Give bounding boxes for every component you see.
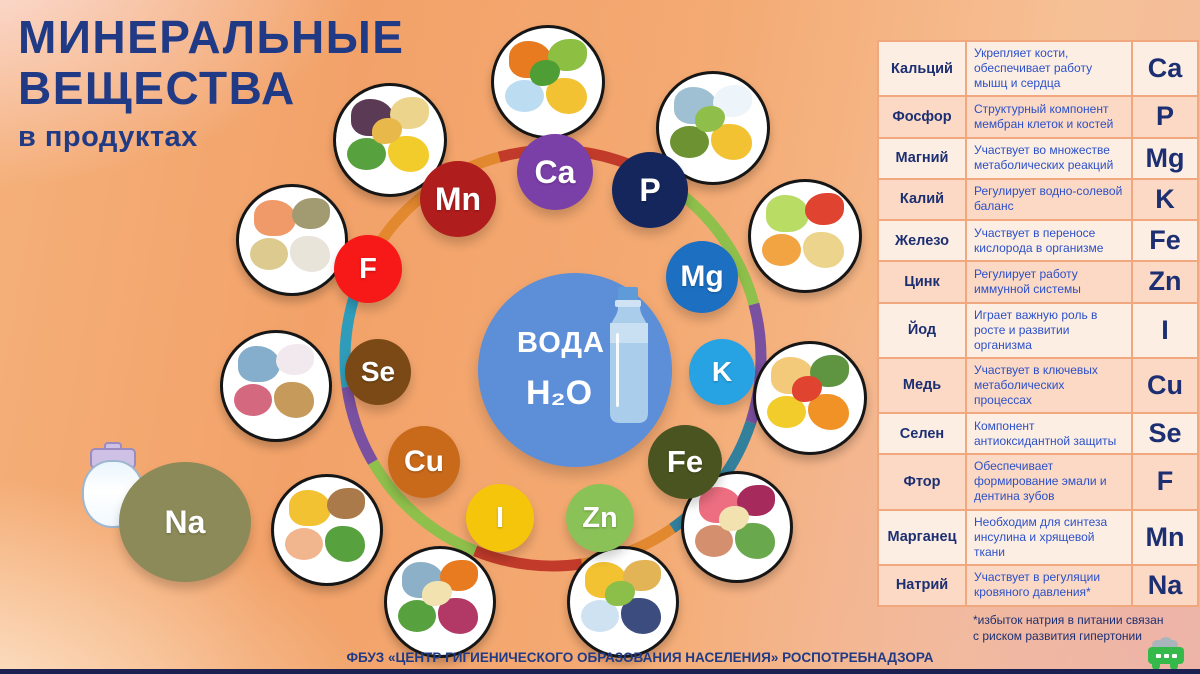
table-row: [879, 139, 1197, 180]
element-circle-f: F: [334, 235, 402, 303]
mineral-description-cell: Играет важную роль в росте и развитии организма: [967, 304, 1133, 357]
food-illustration: [289, 490, 331, 526]
mineral-name-cell: Йод: [879, 304, 967, 357]
mineral-name-cell: Селен: [879, 414, 967, 453]
food-illustration: [274, 382, 314, 418]
mineral-name-cell: Марганец: [879, 511, 967, 564]
sodium-footnote: [973, 612, 1163, 644]
food-illustration: [762, 234, 801, 266]
table-row: [879, 97, 1197, 138]
mineral-name-cell: Калий: [879, 180, 967, 219]
element-circle-i: I: [466, 484, 534, 552]
water-bottle-icon: [602, 287, 656, 427]
mineral-symbol-cell: Mg: [1145, 142, 1185, 173]
mineral-symbol-cell: Mn: [1145, 521, 1185, 552]
element-circle-na: Na: [119, 462, 251, 582]
mineral-name-cell: Магний: [879, 139, 967, 178]
mineral-name-cell: Цинк: [879, 262, 967, 301]
food-plate-ca: [491, 25, 605, 139]
mineral-symbol-cell: Se: [1148, 418, 1182, 449]
table-row: [879, 359, 1197, 414]
food-plate-cu: [271, 474, 383, 586]
food-illustration: [234, 384, 272, 416]
table-row: [879, 566, 1197, 605]
mineral-description-cell: Укрепляет кости, обеспечивает работу мышц и сердца: [967, 42, 1133, 95]
title-line-1: МИНЕРАЛЬНЫЕ: [18, 11, 405, 63]
water-label: ВОДА: [517, 327, 605, 359]
mineral-description-cell: Регулирует работу иммунной системы: [967, 262, 1133, 301]
element-circle-mn: Mn: [420, 161, 496, 237]
element-circle-se: Se: [345, 339, 411, 405]
mineral-description-cell: Участвует во множестве метаболических реакций: [967, 139, 1133, 178]
mineral-description-cell: Регулирует водно-солевой баланс: [967, 180, 1133, 219]
food-illustration: [238, 346, 280, 382]
footnote-line-1: *избыток натрия в питании связан: [973, 613, 1164, 627]
table-row: [879, 180, 1197, 221]
mineral-description-cell: Необходим для синтеза инсулина и хрящевой ткани: [967, 511, 1133, 564]
mineral-symbol-cell: Cu: [1147, 369, 1183, 400]
food-illustration: [290, 236, 330, 272]
mineral-description-cell: Участвует в регуляции кровяного давления*: [967, 566, 1133, 605]
food-plate-f: [236, 184, 348, 296]
food-illustration: [276, 344, 314, 376]
food-illustration: [292, 198, 330, 230]
water-formula: H₂O: [525, 374, 593, 412]
element-circle-p: P: [612, 152, 688, 228]
table-row: [879, 304, 1197, 359]
page-title: [18, 12, 404, 154]
element-circle-mg: Mg: [666, 241, 738, 313]
element-circle-zn: Zn: [566, 484, 634, 552]
table-row: [879, 262, 1197, 303]
title-subtitle: в продуктах: [18, 121, 198, 154]
mineral-symbol-cell: P: [1155, 101, 1174, 132]
food-plate-zn: [567, 546, 679, 658]
element-circle-fe: Fe: [648, 425, 722, 499]
food-plate-i: [384, 546, 496, 658]
table-row: [879, 455, 1197, 510]
bottom-accent-strip: [0, 669, 1200, 674]
mineral-symbol-cell: F: [1156, 466, 1174, 497]
mineral-name-cell: Железо: [879, 221, 967, 260]
organization-footer: ФБУЗ «ЦЕНТР ГИГИЕНИЧЕСКОГО ОБРАЗОВАНИЯ НАСЕЛЕНИЯ» РОСПОТРЕБНАДЗОРА: [346, 650, 934, 665]
mineral-symbol-cell: Zn: [1148, 266, 1182, 297]
food-plate-se: [220, 330, 332, 442]
mineral-description-cell: Компонент антиоксидантной защиты: [967, 414, 1133, 453]
table-row: [879, 414, 1197, 455]
mineral-name-cell: Натрий: [879, 566, 967, 605]
mineral-name-cell: Фтор: [879, 455, 967, 508]
footnote-line-2: с риском развития гипертонии: [973, 629, 1142, 644]
title-line-2: ВЕЩЕСТВА: [18, 61, 296, 114]
food-illustration: [327, 488, 365, 520]
element-circle-ca: Ca: [517, 134, 593, 210]
food-illustration: [803, 232, 844, 269]
food-illustration: [285, 528, 323, 560]
element-circle-k: K: [689, 339, 755, 405]
rospotrebnadzor-logo-icon: [1146, 640, 1186, 670]
food-plate-mg: [748, 179, 862, 293]
mineral-description-cell: Участвует в ключевых метаболических процессах: [967, 359, 1133, 412]
food-illustration: [325, 526, 365, 562]
table-row: [879, 221, 1197, 262]
table-row: [879, 511, 1197, 566]
food-illustration: [805, 193, 844, 225]
mineral-symbol-cell: Ca: [1147, 53, 1183, 84]
food-illustration: [254, 200, 296, 236]
mineral-symbol-cell: I: [1161, 314, 1169, 345]
mineral-symbol-cell: Na: [1147, 569, 1183, 600]
ring-segment: [475, 551, 582, 566]
element-circle-cu: Cu: [388, 426, 460, 498]
mineral-name-cell: Медь: [879, 359, 967, 412]
food-illustration: [250, 238, 288, 270]
mineral-description-cell: Структурный компонент мембран клеток и костей: [967, 97, 1133, 136]
mineral-symbol-cell: Fe: [1149, 225, 1181, 256]
mineral-name-cell: Кальций: [879, 42, 967, 95]
mineral-symbol-cell: K: [1155, 183, 1175, 214]
mineral-name-cell: Фосфор: [879, 97, 967, 136]
food-plate-k: [753, 341, 867, 455]
mineral-description-cell: Обеспечивает формирование эмали и дентина зубов: [967, 455, 1133, 508]
minerals-table: [877, 40, 1199, 607]
mineral-description-cell: Участвует в переносе кислорода в организме: [967, 221, 1133, 260]
table-row: [879, 42, 1197, 97]
food-illustration: [766, 195, 809, 232]
